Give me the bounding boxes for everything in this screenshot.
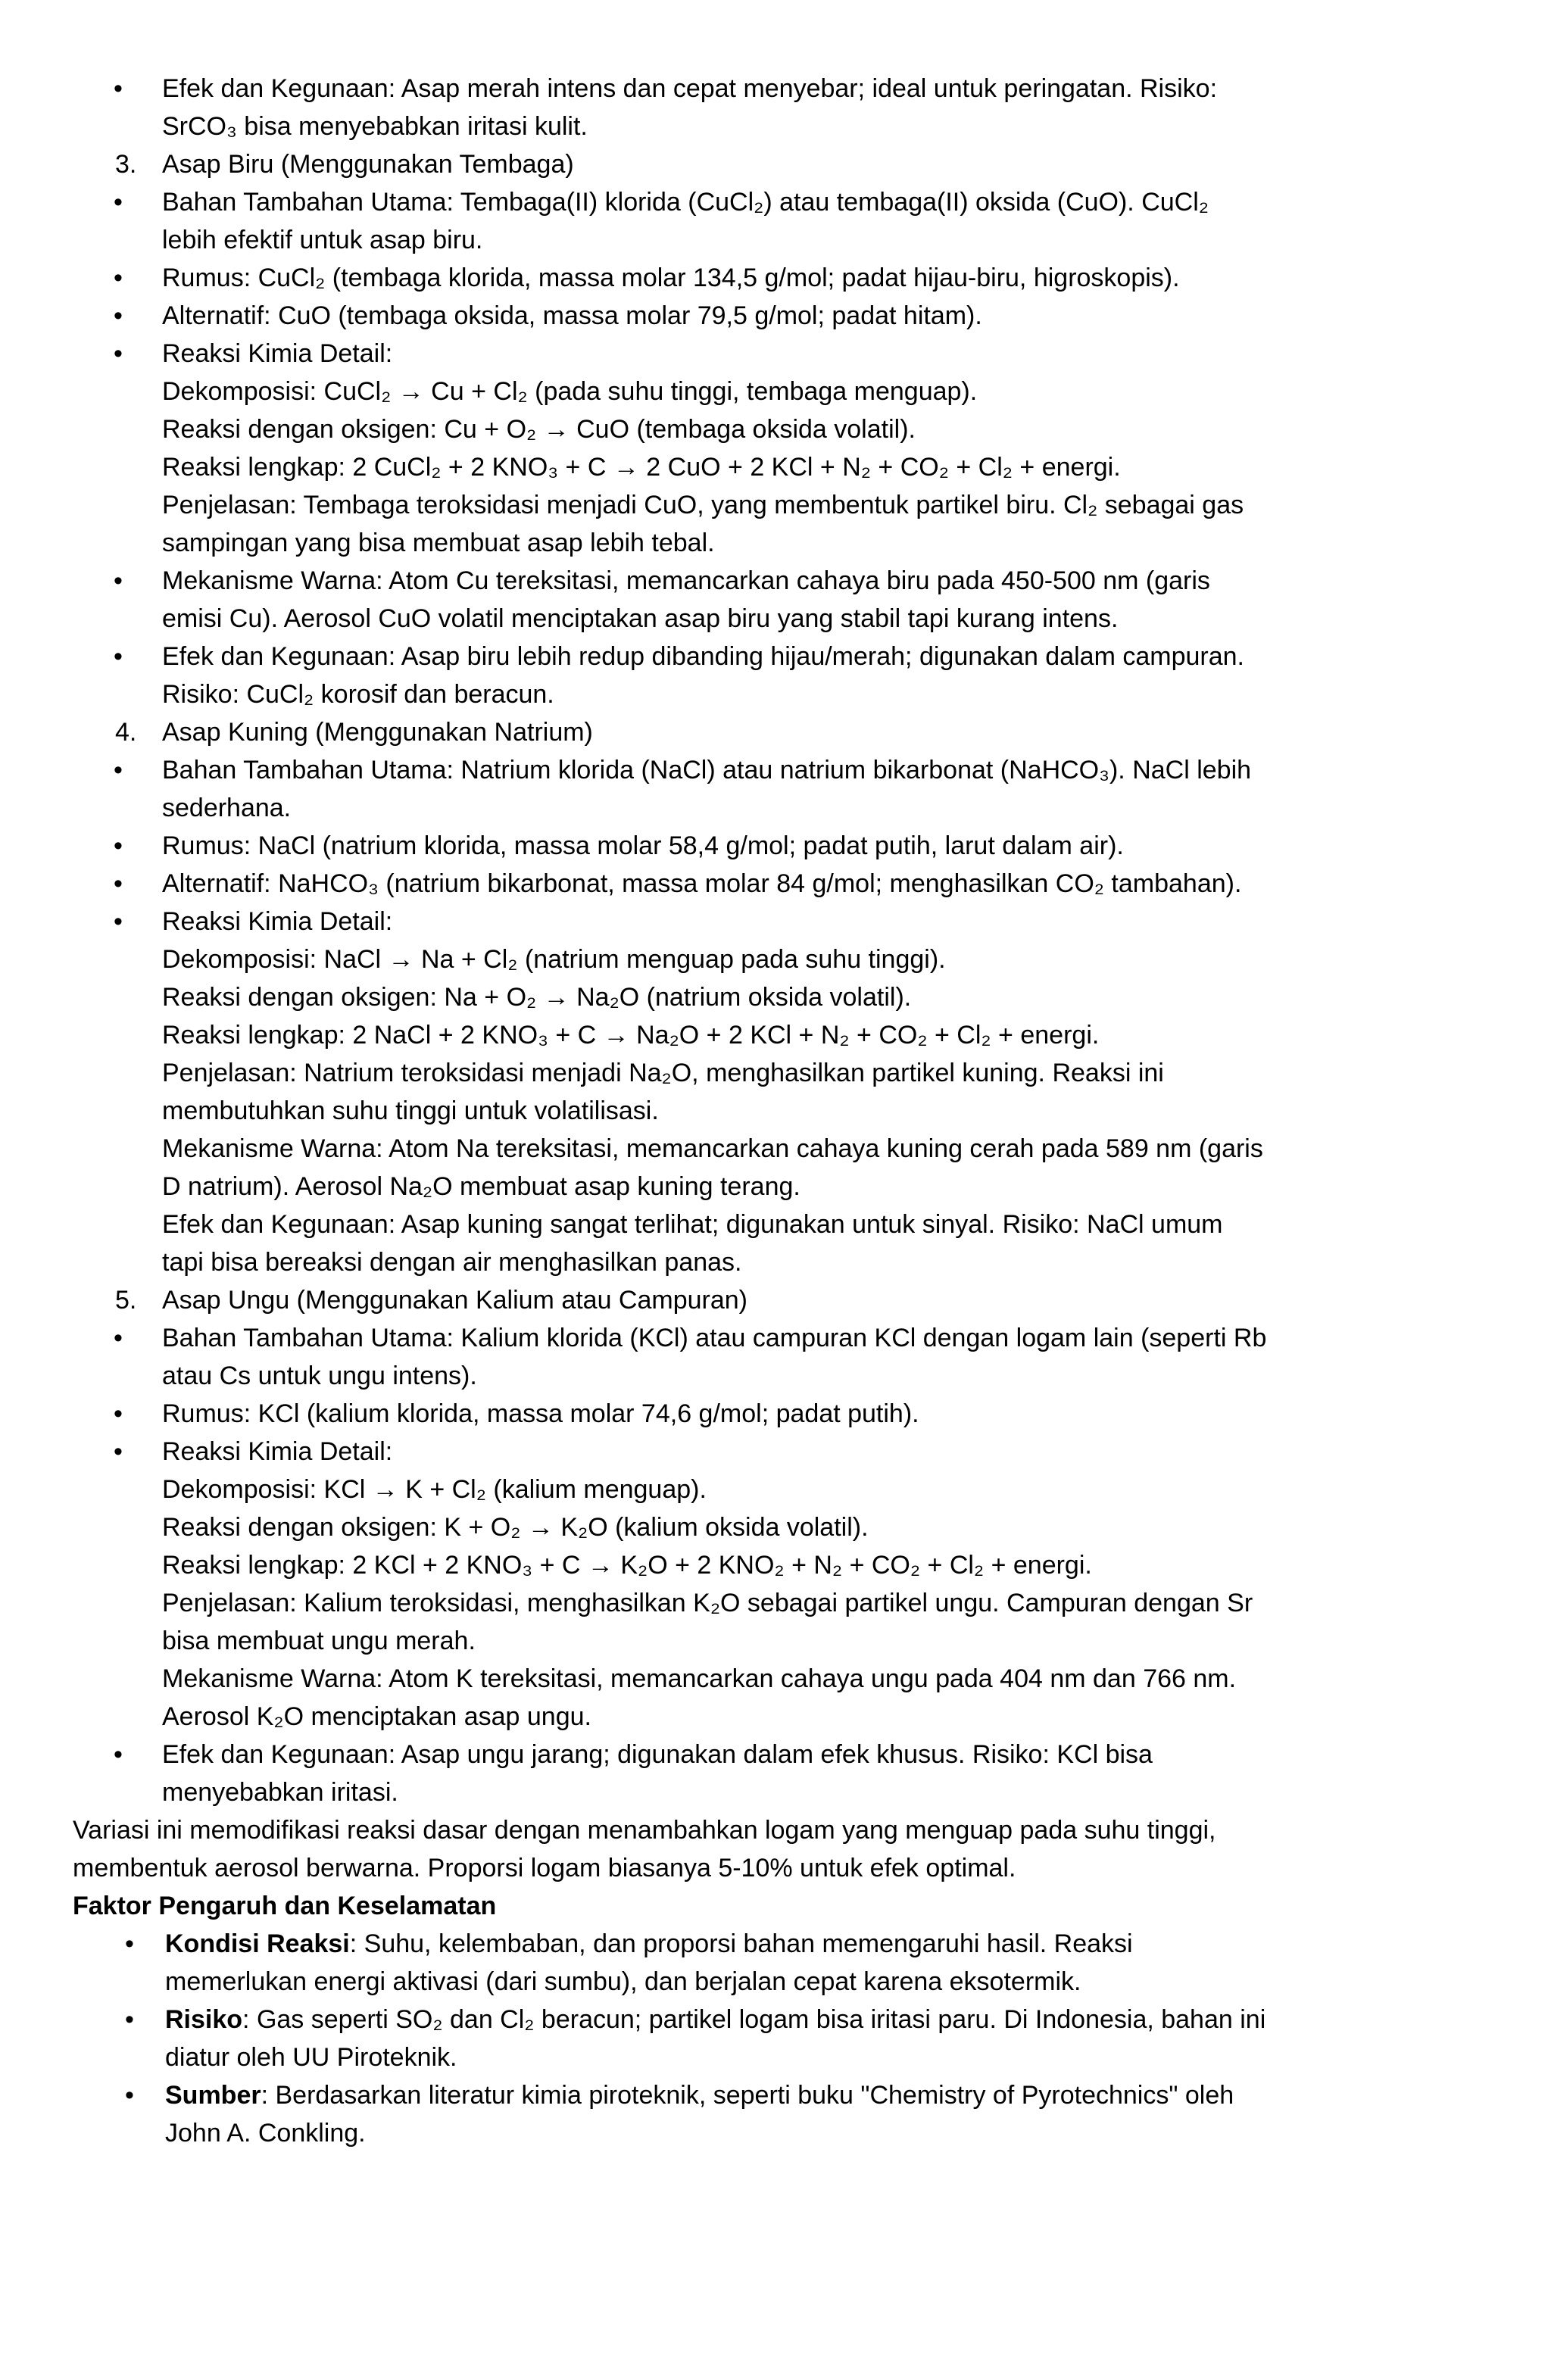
bullet-item: [73, 1395, 1483, 1433]
bullet-marker: •: [125, 2081, 134, 2110]
bullet-marker: •: [114, 566, 123, 595]
text-line: Penjelasan: Natrium teroksidasi menjadi Na₂O, menghasilkan partikel kuning. Reaksi ini: [162, 1059, 1164, 1087]
text-line: Dekomposisi: KCl → K + Cl₂ (kalium menguap).: [162, 1475, 707, 1504]
text-line: D natrium). Aerosol Na₂O membuat asap kuning terang.: [162, 1172, 800, 1201]
text-line: sampingan yang bisa membuat asap lebih tebal.: [162, 529, 715, 557]
text-line: sederhana.: [162, 794, 292, 822]
bullet-marker: •: [114, 756, 123, 784]
bullet-marker: •: [114, 1437, 123, 1466]
text-line: : Gas seperti SO₂ dan Cl₂ beracun; partikel logam bisa iritasi paru. Di Indonesia, bahan ini: [242, 2005, 1266, 2034]
text-line: lebih efektif untuk asap biru.: [162, 226, 483, 254]
bullet-item: [73, 335, 1483, 373]
text-line: Bahan Tambahan Utama: Tembaga(II) klorida (CuCl₂) atau tembaga(II) oksida (CuO). CuCl₂: [162, 188, 1209, 217]
text-line: memerlukan energi aktivasi (dari sumbu), dan berjalan cepat karena eksotermik.: [165, 1967, 1081, 1996]
numbered-heading: [73, 1281, 1483, 1319]
text-line: bisa membuat ungu merah.: [162, 1627, 476, 1655]
text-line: Efek dan Kegunaan: Asap kuning sangat terlihat; digunakan untuk sinyal. Risiko: NaCl umum: [162, 1210, 1223, 1239]
bullet-marker: •: [114, 188, 123, 217]
text-line: Mekanisme Warna: Atom K tereksitasi, memancarkan cahaya ungu pada 404 nm dan 766 nm.: [162, 1664, 1237, 1693]
text-line: Reaksi lengkap: 2 NaCl + 2 KNO₃ + C → Na₂O + 2 KCl + N₂ + CO₂ + Cl₂ + energi.: [162, 1021, 1100, 1050]
bullet-marker: •: [114, 1399, 123, 1428]
paragraph-line: membentuk aerosol berwarna. Proporsi logam biasanya 5-10% untuk efek optimal.: [73, 1854, 1016, 1882]
bullet-item: [73, 865, 1483, 903]
bullet-marker: •: [114, 1740, 123, 1769]
bullet-marker: •: [125, 1929, 134, 1958]
text-line: Aerosol K₂O menciptakan asap ungu.: [162, 1702, 591, 1731]
text-line: Rumus: CuCl₂ (tembaga klorida, massa molar 134,5 g/mol; padat hijau-biru, higroskopis).: [162, 264, 1180, 292]
text-line: Reaksi Kimia Detail:: [162, 339, 393, 368]
text-line: Rumus: KCl (kalium klorida, massa molar 74,6 g/mol; padat putih).: [162, 1399, 919, 1428]
text-line: John A. Conkling.: [165, 2119, 366, 2148]
text-line: Rumus: NaCl (natrium klorida, massa molar 58,4 g/mol; padat putih, larut dalam air).: [162, 831, 1124, 860]
text-line: Reaksi dengan oksigen: Na + O₂ → Na₂O (natrium oksida volatil).: [162, 983, 912, 1012]
text-line: Efek dan Kegunaan: Asap biru lebih redup dibanding hijau/merah; digunakan dalam campuran.: [162, 642, 1244, 671]
bullet-marker: •: [114, 339, 123, 368]
text-line: Reaksi dengan oksigen: K + O₂ → K₂O (kalium oksida volatil).: [162, 1513, 869, 1542]
text-line: Risiko: CuCl₂ korosif dan beracun.: [162, 680, 554, 709]
text-line: Penjelasan: Tembaga teroksidasi menjadi CuO, yang membentuk partikel biru. Cl₂ sebagai gas: [162, 491, 1244, 519]
text-line: membutuhkan suhu tinggi untuk volatilisasi.: [162, 1096, 659, 1125]
bullet-item: [73, 827, 1483, 865]
bullet-item: [73, 183, 1483, 221]
bullet-marker: •: [114, 642, 123, 671]
numbered-heading: [73, 713, 1483, 751]
bullet-marker: •: [114, 831, 123, 860]
bold-term: Kondisi Reaksi: [165, 1929, 350, 1958]
text-line: Reaksi dengan oksigen: Cu + O₂ → CuO (tembaga oksida volatil).: [162, 415, 916, 444]
bullet-item: [73, 751, 1483, 789]
text-line: Dekomposisi: CuCl₂ → Cu + Cl₂ (pada suhu tinggi, tembaga menguap).: [162, 377, 978, 406]
text-line: Alternatif: NaHCO₃ (natrium bikarbonat, massa molar 84 g/mol; menghasilkan CO₂ tambahan).: [162, 869, 1242, 898]
section-title: Asap Kuning (Menggunakan Natrium): [162, 718, 593, 747]
text-line: menyebabkan iritasi.: [162, 1778, 398, 1807]
text-line: emisi Cu). Aerosol CuO volatil menciptakan asap biru yang stabil tapi kurang intens.: [162, 604, 1119, 633]
bullet-item: [73, 2076, 1483, 2114]
text-line: Bahan Tambahan Utama: Natrium klorida (NaCl) atau natrium bikarbonat (NaHCO₃). NaCl lebih: [162, 756, 1252, 784]
text-line: Alternatif: CuO (tembaga oksida, massa molar 79,5 g/mol; padat hitam).: [162, 301, 982, 330]
text-line: Efek dan Kegunaan: Asap merah intens dan cepat menyebar; ideal untuk peringatan. Risiko:: [162, 74, 1218, 103]
bullet-item: [73, 259, 1483, 297]
bullet-item: [73, 70, 1483, 108]
list-number: 5.: [115, 1286, 137, 1315]
bullet-item: [73, 1736, 1483, 1773]
bold-term: Risiko: [165, 2005, 243, 2034]
section-title: Asap Biru (Menggunakan Tembaga): [162, 150, 574, 179]
text-line: Reaksi Kimia Detail:: [162, 907, 393, 936]
bullet-marker: •: [114, 301, 123, 330]
text-line: Reaksi lengkap: 2 CuCl₂ + 2 KNO₃ + C → 2 CuO + 2 KCl + N₂ + CO₂ + Cl₂ + energi.: [162, 453, 1121, 482]
text-line: diatur oleh UU Piroteknik.: [165, 2043, 457, 2072]
text-line: Bahan Tambahan Utama: Kalium klorida (KCl) atau campuran KCl dengan logam lain (seperti Rb: [162, 1324, 1267, 1352]
text-line: : Suhu, kelembaban, dan proporsi bahan memengaruhi hasil. Reaksi: [349, 1929, 1133, 1958]
text-line: Mekanisme Warna: Atom Cu tereksitasi, memancarkan cahaya biru pada 450-500 nm (garis: [162, 566, 1210, 595]
text-line: SrCO₃ bisa menyebabkan iritasi kulit.: [162, 112, 588, 141]
text-line: Reaksi Kimia Detail:: [162, 1437, 393, 1466]
bullet-marker: •: [114, 869, 123, 898]
bullet-item: [73, 1925, 1483, 1963]
text-line: atau Cs untuk ungu intens).: [162, 1362, 477, 1390]
section-title: Asap Ungu (Menggunakan Kalium atau Campuran): [162, 1286, 748, 1315]
text-line: Mekanisme Warna: Atom Na tereksitasi, memancarkan cahaya kuning cerah pada 589 nm (garis: [162, 1134, 1263, 1163]
text-line: : Berdasarkan literatur kimia piroteknik, seperti buku "Chemistry of Pyrotechnics" oleh: [261, 2081, 1234, 2110]
text-line: Dekomposisi: NaCl → Na + Cl₂ (natrium menguap pada suhu tinggi).: [162, 945, 946, 974]
bullet-marker: •: [114, 74, 123, 103]
bullet-item: [73, 297, 1483, 335]
text-line: Penjelasan: Kalium teroksidasi, menghasilkan K₂O sebagai partikel ungu. Campuran dengan Sr: [162, 1589, 1253, 1617]
section-heading: Faktor Pengaruh dan Keselamatan: [73, 1892, 497, 1920]
list-number: 4.: [115, 718, 137, 747]
text-line: Efek dan Kegunaan: Asap ungu jarang; digunakan dalam efek khusus. Risiko: KCl bisa: [162, 1740, 1153, 1769]
bullet-item: [73, 2001, 1483, 2038]
text-line: Reaksi lengkap: 2 KCl + 2 KNO₃ + C → K₂O + 2 KNO₂ + N₂ + CO₂ + Cl₂ + energi.: [162, 1551, 1092, 1580]
bullet-item: [73, 1319, 1483, 1357]
paragraph-line: Variasi ini memodifikasi reaksi dasar dengan menambahkan logam yang menguap pada suhu tinggi,: [73, 1816, 1216, 1845]
bullet-item: [73, 903, 1483, 940]
bullet-item: [73, 638, 1483, 675]
bullet-marker: •: [125, 2005, 134, 2034]
list-number: 3.: [115, 150, 137, 179]
text-line: tapi bisa bereaksi dengan air menghasilkan panas.: [162, 1248, 742, 1277]
bullet-item: [73, 562, 1483, 600]
bullet-marker: •: [114, 264, 123, 292]
bold-term: Sumber: [165, 2081, 261, 2110]
numbered-heading: [73, 145, 1483, 183]
bullet-item: [73, 1433, 1483, 1471]
bullet-marker: •: [114, 1324, 123, 1352]
bullet-marker: •: [114, 907, 123, 936]
